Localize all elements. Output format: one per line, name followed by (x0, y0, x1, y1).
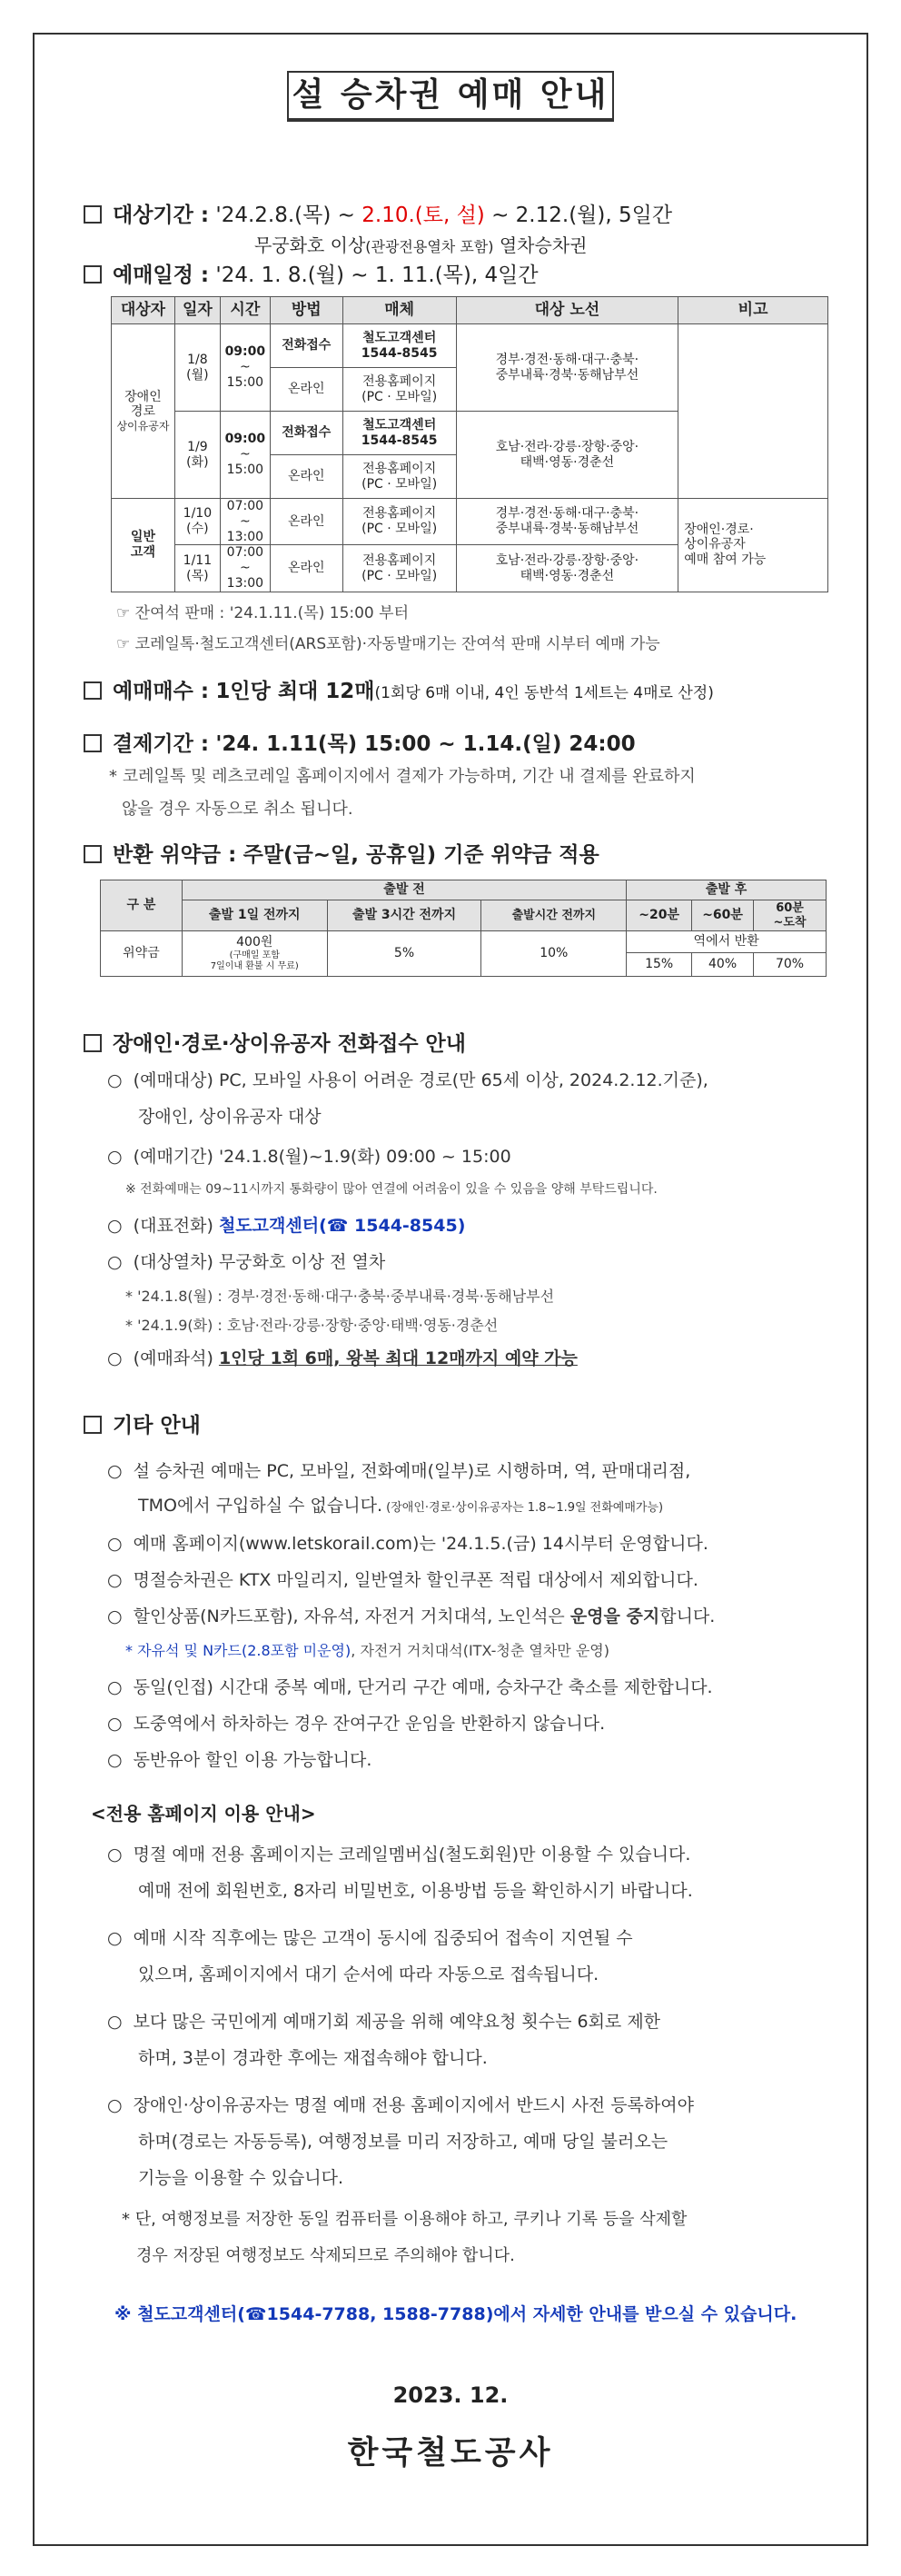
web-item-4b: 하며(경로는 자동등록), 여행정보를 미리 저장하고, 예매 당일 불러오는 (138, 2132, 668, 2152)
route-4 (456, 545, 678, 592)
web-title: <전용 홈페이지 이용 안내> (91, 1803, 316, 1825)
web4-a: 전용홈페이지 (362, 552, 437, 568)
g1-l1: 장애인 (124, 389, 162, 404)
th-date: 일자 (174, 297, 220, 324)
time-4 (220, 545, 270, 592)
r2-a: 호남·전라·강릉·장항·중앙· (495, 439, 639, 454)
group-general (112, 499, 175, 592)
phone-item-2: ○ (예매기간) '24.1.8(월)~1.9(화) 09:00 ~ 15:00 (107, 1147, 511, 1167)
checkbox-icon (84, 205, 102, 224)
phone-route-2: * '24.1.9(화) : 호남·전라·강릉·장항·중앙·태백·영동·경춘선 (125, 1317, 499, 1334)
w2a: 예매 시작 직후에는 많은 고객이 동시에 집중되어 접속이 지연될 수 (133, 1928, 633, 1948)
web3-b: (PC · 모바일) (361, 522, 438, 537)
d4-day: (목) (186, 568, 209, 583)
checkbox-icon (84, 1034, 102, 1052)
val-1day (182, 931, 327, 977)
d4-date: 1/11 (183, 552, 213, 568)
method-phone: 전화접수 (270, 324, 342, 368)
method-phone-2: 전화접수 (270, 412, 342, 455)
schedule-label: 예매일정 : (113, 264, 210, 287)
station-refund: 역에서 반환 (627, 931, 827, 953)
media-web-3 (342, 499, 456, 545)
v1a: 400원 (236, 935, 273, 950)
e6: 도중역에서 하차하는 경우 잔여구간 운임을 반환하지 않습니다. (133, 1714, 606, 1734)
etc-item-7: ○ 동반유아 할인 이용 가능합니다. (107, 1750, 372, 1770)
val-3hour: 5% (327, 931, 481, 977)
ticket-limit (84, 674, 714, 704)
web-caution-2: 경우 저장된 여행정보도 삭제되므로 주의해야 합니다. (136, 2246, 515, 2265)
g2-l2: 고객 (130, 544, 155, 560)
d1-day: (월) (186, 367, 209, 383)
phone-item-4: ○ (대상열차) 무궁화호 이상 전 열차 (107, 1252, 386, 1272)
t4-b: ~ (239, 561, 251, 576)
phone-booking-section (84, 1027, 466, 1057)
center2-b: 1544-8545 (361, 433, 438, 448)
page-title: 설 승차권 예매 안내 (287, 71, 614, 122)
g2-l1: 일반 (130, 530, 155, 545)
d2-day: (화) (186, 454, 209, 470)
web3-a: 전용홈페이지 (362, 506, 437, 522)
web-item-1b: 예매 전에 회원번호, 8자리 비밀번호, 이용방법 등을 확인하시기 바랍니다. (138, 1881, 693, 1901)
e4a: 할인상품(N카드포함), 자유석, 자전거 거치대석, 노인석은 (133, 1606, 570, 1626)
web-item-4c: 기능을 이용할 수 있습니다. (138, 2168, 344, 2188)
time-2 (220, 412, 270, 499)
web-caution-1: * 단, 여행정보를 저장한 동일 컴퓨터를 이용해야 하고, 쿠키나 기록 등을 삭제할 (122, 2210, 688, 2229)
phone-note: ※ 전화예매는 09~11시까지 통화량이 많아 연결에 어려움이 있을 수 있음을 양해 부탁드립니다. (125, 1182, 658, 1197)
remark-note (678, 499, 828, 592)
phone-item-1: ○ (예매대상) PC, 모바일 사용이 어려운 경로(만 65세 이상, 2024.2.12.기준), (107, 1070, 708, 1090)
etc-item-1: ○ 설 승차권 예매는 PC, 모바일, 전화예매(일부)로 시행하며, 역, 판매대리점, (107, 1461, 691, 1481)
i3a: (대표전화) (133, 1216, 219, 1236)
i4: (대상열차) 무궁화호 이상 전 열차 (133, 1252, 386, 1272)
group-disabled (112, 324, 175, 499)
t3-c: 13:00 (226, 529, 264, 544)
media-center (342, 324, 456, 368)
r1-a: 경부·경전·동해·대구·충북· (495, 352, 639, 367)
target-sub-b: (관광전용열차 포함) (365, 238, 494, 255)
web4-b: (PC · 모바일) (361, 568, 438, 583)
checkbox-icon (84, 1416, 102, 1434)
footer-date: 2023. 12. (392, 2382, 509, 2408)
th-60min: ~60분 (692, 900, 754, 931)
media-web (342, 368, 456, 412)
target-end: ~ 2.12.(월), 5일간 (484, 204, 673, 227)
i1a: (예매대상) PC, 모바일 사용이 어려운 경로(만 65세 이상, 2024.2.12.기준), (133, 1070, 708, 1090)
phone-item-5: ○ (예매좌석) 1인당 1회 6매, 왕복 최대 12매까지 예약 가능 (107, 1348, 578, 1368)
time-1 (220, 324, 270, 412)
schedule-text: '24. 1. 8.(월) ~ 1. 11.(목), 4일간 (215, 264, 539, 287)
r4-b: 태백·영동·경춘선 (520, 568, 615, 583)
target-sub-a: 무궁화호 이상 (254, 234, 366, 256)
e4c: 합니다. (659, 1606, 716, 1626)
th-departure: 출발시간 전까지 (481, 900, 627, 931)
th-target: 대상자 (112, 297, 175, 324)
t4-c: 13:00 (226, 575, 264, 591)
etc-item-2: ○ 예매 홈페이지(www.letskorail.com)는 '24.1.5.(금) 14시부터 운영합니다. (107, 1534, 708, 1554)
method-online-4: 온라인 (270, 545, 342, 592)
method-online-2: 온라인 (270, 455, 342, 499)
e4note1: * 자유석 및 N카드(2.8포함 미운영) (125, 1642, 351, 1659)
v1b: (구매일 포함 (229, 950, 280, 960)
d1-date: 1/8 (187, 352, 208, 367)
etc-item-4-note (125, 1639, 609, 1660)
phone-item-1b: 장애인, 상이유공자 대상 (138, 1107, 322, 1127)
pay-note-1: * 코레일톡 및 레츠코레일 홈페이지에서 결제가 가능하며, 기간 내 결제를 완료하지 (109, 767, 696, 786)
r3-a: 경부·경전·동해·대구·충북· (495, 506, 639, 522)
t2-c: 15:00 (226, 462, 264, 477)
route-3 (456, 499, 678, 545)
pay-label: 결제기간 : (113, 732, 210, 756)
checkbox-icon (84, 734, 102, 752)
val-departure: 10% (481, 931, 627, 977)
footer-contact: ※ 철도고객센터(☎1544-7788, 1588-7788)에서 자세한 안내를 받으실 수 있습니다. (114, 2304, 797, 2324)
row-penalty: 위약금 (101, 931, 183, 977)
g1-l3: 상이유공자 (116, 420, 170, 433)
web-item-2: ○ 예매 시작 직후에는 많은 고객이 동시에 집중되어 접속이 지연될 수 (107, 1928, 633, 1948)
web-item-4: ○ 장애인·상이유공자는 명절 예매 전용 홈페이지에서 반드시 사전 등록하여야 (107, 2095, 694, 2115)
val-20min: 15% (627, 953, 692, 977)
schedule-table (111, 296, 828, 592)
limit-label: 예매매수 : (113, 680, 210, 703)
web2-a: 전용홈페이지 (362, 461, 437, 476)
refund-text: 주말(금~일, 공휴일) 기준 위약금 적용 (243, 843, 599, 867)
note-a: 장애인·경로· (684, 522, 754, 537)
th-1day: 출발 1일 전까지 (182, 900, 327, 931)
t2-b: ~ (239, 447, 251, 462)
d3-day: (수) (186, 522, 209, 537)
web-item-1: ○ 명절 예매 전용 홈페이지는 코레일멤버십(철도회원)만 이용할 수 있습니다. (107, 1845, 691, 1865)
date-1-10 (174, 499, 220, 545)
w1a: 명절 예매 전용 홈페이지는 코레일멤버십(철도회원)만 이용할 수 있습니다. (133, 1845, 691, 1865)
web-a: 전용홈페이지 (362, 373, 437, 389)
media-center-2 (342, 412, 456, 455)
t3-a: 07:00 (226, 499, 264, 513)
payment-period (84, 727, 636, 757)
refund-penalty (84, 838, 599, 868)
pay-note-2: 않을 경우 자동으로 취소 됩니다. (122, 800, 353, 819)
e4note: , 자전거 거치대석(ITX-청춘 열차만 운영) (351, 1642, 609, 1659)
center-a: 철도고객센터 (362, 330, 437, 345)
remark-empty (678, 324, 828, 499)
th-method: 방법 (270, 297, 342, 324)
th-arrival (754, 900, 827, 931)
t1-c: 15:00 (226, 374, 264, 390)
target-period (84, 198, 672, 228)
th-before: 출발 전 (182, 880, 626, 900)
etc-item-3: ○ 명절승차권은 KTX 마일리지, 일반열차 할인쿠폰 적립 대상에서 제외합니다. (107, 1570, 698, 1590)
th-20min: ~20분 (627, 900, 692, 931)
etc-title: 기타 안내 (113, 1414, 201, 1437)
checkbox-icon (84, 265, 102, 283)
schedule (84, 258, 539, 288)
w4a: 장애인·상이유공자는 명절 예매 전용 홈페이지에서 반드시 사전 등록하여야 (133, 2095, 694, 2115)
method-online: 온라인 (270, 368, 342, 412)
t4-a: 07:00 (226, 545, 264, 561)
etc-item-1b (138, 1492, 663, 1517)
etc-item-5: ○ 동일(인접) 시간대 중복 예매, 단거리 구간 예매, 승차구간 축소를 제한합니다. (107, 1677, 713, 1697)
note-c: 예매 참여 가능 (684, 552, 767, 568)
c6b: ~도착 (773, 915, 807, 930)
media-web-4 (342, 545, 456, 592)
refund-table (100, 880, 827, 977)
phone-item-3: ○ (대표전화) 철도고객센터(☎ 1544-8545) (107, 1216, 466, 1236)
th-time: 시간 (220, 297, 270, 324)
e4b: 운영을 중지 (569, 1606, 660, 1626)
web-item-3b: 하며, 3분이 경과한 후에는 재접속해야 합니다. (138, 2048, 488, 2068)
e3: 명절승차권은 KTX 마일리지, 일반열차 할인쿠폰 적립 대상에서 제외합니다. (133, 1570, 698, 1590)
web-item-2b: 있으며, 홈페이지에서 대기 순서에 따라 자동으로 접속됩니다. (138, 1964, 599, 1984)
footer-org: 한국철도공사 (347, 2435, 554, 2472)
r1-b: 중부내륙·경북·동해남부선 (495, 367, 639, 383)
limit-small: (1회당 6매 이내, 4인 동반석 1세트는 4매로 산정) (374, 684, 714, 702)
phone-title: 장애인·경로·상이유공자 전화접수 안내 (113, 1032, 466, 1056)
target-start: '24.2.8.(목) ~ (215, 204, 362, 227)
w3a: 보다 많은 국민에게 예매기회 제공을 위해 예약요청 횟수는 6회로 제한 (133, 2012, 661, 2032)
e1b: TMO에서 구입하실 수 없습니다. (138, 1496, 383, 1516)
d3-date: 1/10 (183, 506, 213, 522)
d2-date: 1/9 (187, 439, 208, 454)
v1c: 7일이내 환불 시 무료) (210, 960, 299, 971)
method-online-3: 온라인 (270, 499, 342, 545)
th-after: 출발 후 (627, 880, 827, 900)
limit-text: 1인당 최대 12매 (215, 680, 375, 703)
center-b: 1544-8545 (361, 345, 438, 361)
route-2 (456, 412, 678, 499)
i2: (예매기간) '24.1.8(월)~1.9(화) 09:00 ~ 15:00 (133, 1147, 511, 1167)
th-category: 구 분 (101, 880, 183, 931)
date-1-11 (174, 545, 220, 592)
t2-a: 09:00 (224, 432, 266, 447)
i5a: (예매좌석) (133, 1348, 219, 1368)
web-b: (PC · 모바일) (361, 389, 438, 404)
val-arrival: 70% (754, 953, 827, 977)
c6a: 60분 (776, 900, 804, 915)
date-1-9 (174, 412, 220, 499)
th-3hour: 출발 3시간 전까지 (327, 900, 481, 931)
th-remark: 비고 (678, 297, 828, 324)
note-b: 상이유공자 (684, 537, 746, 552)
note-remaining-channels: ☞ 코레일톡·철도고객센터(ARS포함)·자동발매기는 잔여석 판매 시부터 예매 가능 (116, 635, 660, 653)
checkbox-icon (84, 845, 102, 863)
target-holiday: 2.10.(토, 설) (361, 204, 485, 227)
e7: 동반유아 할인 이용 가능합니다. (133, 1750, 372, 1770)
web-item-3: ○ 보다 많은 국민에게 예매기회 제공을 위해 예약요청 횟수는 6회로 제한 (107, 2012, 661, 2032)
g1-l2: 경로 (130, 404, 155, 420)
t3-b: ~ (239, 513, 251, 529)
th-route: 대상 노선 (456, 297, 678, 324)
th-media: 매체 (342, 297, 456, 324)
e1a: 설 승차권 예매는 PC, 모바일, 전화예매(일부)로 시행하며, 역, 판매대리점, (133, 1461, 691, 1481)
val-60min: 40% (692, 953, 754, 977)
target-sub (254, 231, 587, 257)
target-label: 대상기간 : (113, 204, 210, 227)
e5: 동일(인접) 시간대 중복 예매, 단거리 구간 예매, 승차구간 축소를 제한합니다. (133, 1677, 713, 1697)
note-remaining-sale: ☞ 잔여석 판매 : '24.1.11.(목) 15:00 부터 (116, 604, 409, 622)
target-sub-c: 열차승차권 (493, 234, 588, 256)
i3b: 철도고객센터(☎ 1544-8545) (218, 1216, 466, 1236)
web2-b: (PC · 모바일) (361, 476, 438, 492)
etc-section (84, 1408, 201, 1438)
refund-label: 반환 위약금 : (113, 843, 237, 867)
checkbox-icon (84, 681, 102, 700)
e1c: (장애인·경로·상이유공자는 1.8~1.9일 전화예매가능) (382, 1501, 664, 1515)
t1-a: 09:00 (224, 344, 266, 360)
r2-b: 태백·영동·경춘선 (520, 454, 615, 470)
pay-text: '24. 1.11(목) 15:00 ~ 1.14.(일) 24:00 (215, 732, 636, 756)
route-1 (456, 324, 678, 412)
media-web-2 (342, 455, 456, 499)
i5b: 1인당 1회 6매, 왕복 최대 12매까지 예약 가능 (218, 1348, 578, 1368)
r4-a: 호남·전라·강릉·장항·중앙· (495, 552, 639, 568)
e2: 예매 홈페이지(www.letskorail.com)는 '24.1.5.(금) 14시부터 운영합니다. (133, 1534, 708, 1554)
t1-b: ~ (239, 360, 251, 375)
etc-item-4: ○ 할인상품(N카드포함), 자유석, 자전거 거치대석, 노인석은 운영을 중지합니다. (107, 1606, 716, 1626)
phone-route-1: * '24.1.8(월) : 경부·경전·동해·대구·충북·중부내륙·경북·동해남부선 (125, 1288, 555, 1305)
center2-a: 철도고객센터 (362, 417, 437, 433)
date-1-8 (174, 324, 220, 412)
time-3 (220, 499, 270, 545)
etc-item-6: ○ 도중역에서 하차하는 경우 잔여구간 운임을 반환하지 않습니다. (107, 1714, 606, 1734)
r3-b: 중부내륙·경북·동해남부선 (495, 522, 639, 537)
